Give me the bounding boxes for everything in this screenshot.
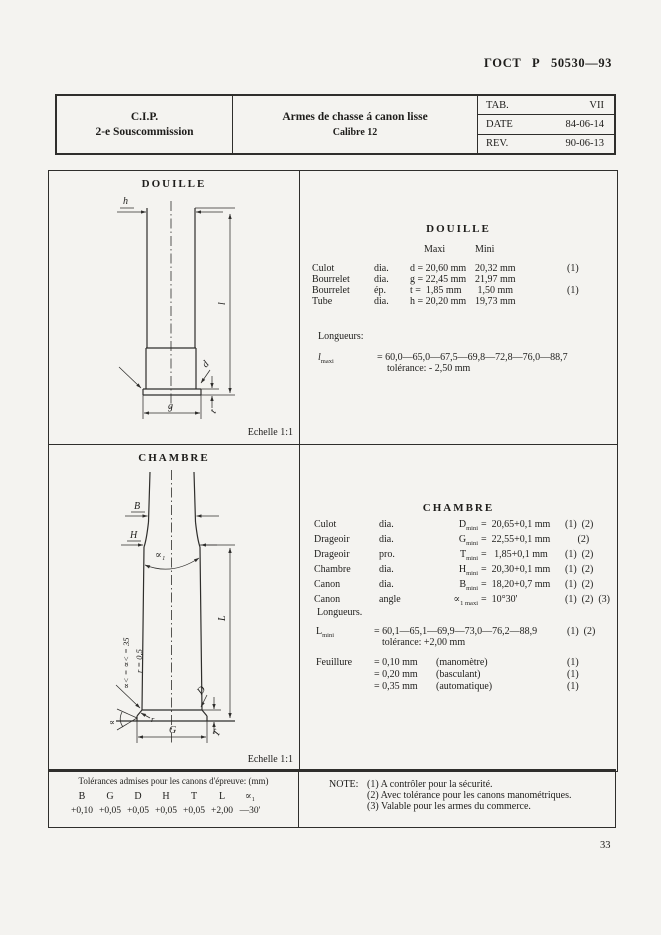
row-notes [567,274,615,285]
tol-value: +0,10 [71,805,93,816]
meta-row-rev [478,135,614,153]
row-kind: angle [379,594,401,605]
row-value: = 18,20+0,7 mm [481,579,551,590]
standard-number: ГОСТ Р 50530—93 [484,56,613,70]
note-item: (2) Avec tolérance pour les canons manométriques. [367,789,572,801]
douille-spec-panel [299,171,617,444]
tol-value: +0,05 [99,805,121,816]
douille-drawing-panel [49,171,299,444]
row-notes: (1) (2) [565,579,594,590]
doc-title: Armes de chasse á canon lisse [282,111,428,123]
feuillure-notes: (1) [567,669,579,680]
feuillure-rows [374,657,492,693]
row-kind: ép. [374,285,386,296]
tol-value: +0,05 [183,805,205,816]
chambre-drawing-title: CHAMBRE [138,452,210,464]
drageoir [137,710,207,721]
tol-value: +0,05 [155,805,177,816]
dim-label-d: d [200,358,212,371]
row-maxi: d = 20,60 mm [410,263,467,274]
row-notes: (2) [565,534,590,545]
row-value: = 20,30+0,1 mm [481,564,551,575]
row-label: Canon [314,579,341,590]
r-label: r [151,714,155,724]
feuillure-label: Feuillure [316,657,353,668]
side-note-line1: ∝< = ∝< = 35 [121,637,131,689]
row-label: Culot [312,263,335,274]
side-note-line2: r = 0,5 [134,649,144,673]
row-label: Chambre [314,564,351,575]
douille-drawing [49,171,299,444]
bottom-box [48,769,616,828]
feuillure-row: = 0,35 mm (automatique) [374,681,493,692]
row-label: Drageoir [314,549,350,560]
length-tolerance: tolérance: - 2,50 mm [387,363,471,374]
tol-value: +0,05 [127,805,149,816]
note-block [329,779,609,812]
row-maxi: t = 1,85 mm [410,285,462,296]
col-maxi: Maxi [424,244,446,255]
douille-spec-colheads [312,244,615,255]
row-notes: (1) (2) [565,549,594,560]
tol-value: +2,00 [211,805,233,816]
row-label: Bourrelet [312,285,350,296]
dim-label-alpha1: ∝₁ [155,550,166,561]
chambre-drawing [49,445,299,772]
row-symbol: $\propto_{1 maxi}$ [453,594,478,607]
cone-walls [144,522,200,547]
chambre-spec-rows [314,519,615,609]
note-cell [299,771,615,827]
row-notes: (1) [567,285,579,296]
dim-label-T: T [210,728,224,739]
col-mini: Mini [475,244,495,255]
dim-label-l: l [217,302,228,305]
tol-header: D [134,790,142,802]
douille-spec-rows [312,263,615,307]
row-label: Canon [314,594,341,605]
douille-scale: Echelle 1:1 [247,427,293,438]
feuillure-row: = 0,10 mm (manomètre) [374,657,488,668]
tab-value: VII [589,99,604,111]
row-kind: dia. [374,263,389,274]
tol-header: L [218,790,226,802]
chamber-walls [142,547,202,710]
row-symbol: $H_{mini}$ [458,564,478,577]
row-value: = 20,65+0,1 mm [481,519,551,530]
page-number: 33 [600,840,611,851]
chambre-spec-title: CHAMBRE [422,502,495,514]
date-value: 84-06-14 [565,118,604,130]
length-values: = 60,1—65,1—69,9—73,0—76,2—88,9 [374,626,538,637]
tolerances-title: Tolérances admises pour les canons d'épreuve: (mm) [78,775,269,786]
row-mini: 19,73 mm [475,296,516,307]
row-label: Tube [312,296,333,307]
row-mini: 1,50 mm [475,285,514,296]
note-label: NOTE: [329,778,359,790]
tolerances-table [68,791,264,816]
length-notes: (1) (2) [567,626,596,637]
tab-label: TAB. [486,99,509,111]
tol-header: G [106,790,114,802]
dim-label-h: h [123,196,128,207]
dim-label-H: H [130,530,138,541]
row-symbol: $B_{mini}$ [459,579,478,592]
tol-header: H [162,790,170,802]
angle-label: ∝ [109,717,115,727]
row-label: Bourrelet [312,274,350,285]
header-table [55,94,616,155]
header-org-cell [57,96,232,153]
feuillure-row: = 0,20 mm (basculant) [374,669,481,680]
doc-subtitle: Calibre 12 [332,127,378,138]
row-maxi: h = 20,20 mm [410,296,467,307]
length-values: = 60,0—65,0—67,5—69,8—72,8—76,0—88,7 [377,352,568,363]
dim-label-L: L [217,615,228,621]
dim-label-G: G [169,725,177,736]
row-kind: dia. [374,274,389,285]
meta-row-date [478,115,614,134]
longueurs-label: Longueurs. [317,607,363,618]
row-label: Culot [314,519,337,530]
feuillure-notes: (1) [567,657,579,668]
dim-label-D: D [195,684,209,698]
dim-label-g: g [168,401,173,412]
douille-spec-title: DOUILLE [426,223,491,235]
meta-row-tab [478,96,614,115]
dim-label-t: t [208,407,219,416]
row-mini: 21,97 mm [475,274,516,285]
tol-value: —30' [239,805,261,816]
length-symbol: $L_{mini}$ [316,626,335,639]
note-items [367,779,571,812]
chambre-drawing-panel [49,444,299,771]
chambre-scale: Echelle 1:1 [247,754,293,765]
tol-header: B [78,790,86,802]
row-kind: dia. [374,296,389,307]
org-name: C.I.P. [130,111,159,123]
main-box [48,170,618,772]
rev-label: REV. [486,138,509,150]
feuillure-notes: (1) [567,681,579,692]
tol-header: ∝₁ [244,790,256,802]
row-kind: dia. [379,519,394,530]
header-meta-cell [477,96,614,153]
row-symbol: $D_{mini}$ [458,519,478,532]
tol-header: T [190,790,198,802]
row-kind: dia. [379,534,394,545]
note-item: (3) Valable pour les armes du commerce. [367,800,531,812]
row-value: = 10°30' [481,594,518,605]
length-symbol: $l_{maxi}$ [318,352,334,365]
tolerances-cell [49,771,299,827]
date-label: DATE [486,118,513,130]
row-value: = 1,85+0,1 mm [481,549,548,560]
row-maxi: g = 22,45 mm [410,274,467,285]
row-kind: dia. [379,564,394,575]
row-symbol: $G_{mini}$ [458,534,478,547]
row-notes: (1) (2) [565,519,594,530]
header-title-cell [232,96,477,153]
note-item: (1) A contrôler pour la sécurité. [367,778,493,790]
length-tolerance: tolérance: +2,00 mm [382,637,466,648]
rev-value: 90-06-13 [565,138,604,150]
row-symbol: $T_{mini}$ [459,549,478,562]
rim [143,389,201,395]
douille-drawing-title: DOUILLE [141,178,207,190]
org-subcommission: 2-e Souscommission [95,126,194,138]
row-kind: dia. [379,579,394,590]
chambre-spec-panel [299,444,617,771]
row-mini: 20,32 mm [475,263,516,274]
dim-label-B: B [134,501,141,512]
row-notes: (1) (2) (3) [565,594,610,605]
row-notes: (1) [567,263,579,274]
longueurs-label: Longueurs: [318,331,364,342]
row-value: = 22,55+0,1 mm [481,534,551,545]
row-label: Drageoir [314,534,350,545]
row-notes: (1) (2) [565,564,594,575]
bore-walls [149,472,196,522]
row-kind: pro. [379,549,395,560]
side-note [121,638,144,689]
row-notes [567,296,615,307]
